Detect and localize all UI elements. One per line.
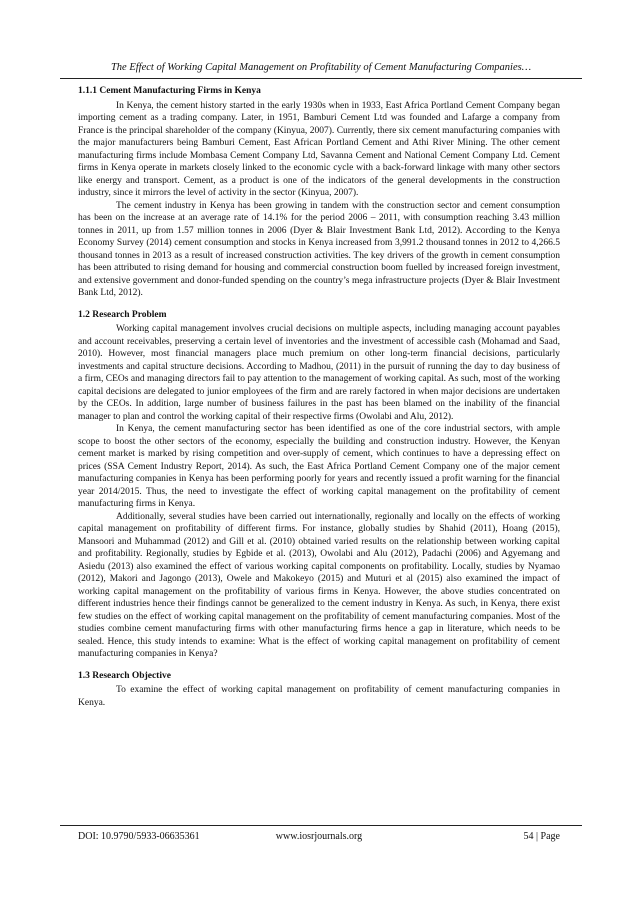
section-heading: 1.2 Research Problem (78, 309, 167, 320)
paragraph: The cement industry in Kenya has been growing in tandem with the construction sector and cement consumption has been on the increase at an average rate of 14.1% for the period 2006 – 2011, with consumption reaching 3.43 million tonnes in 2011, up from 1.57 million tonnes in 2006 (Dyer & Blair Investment Bank Ltd, 2012). According to the Kenya Economy Survey (2014) cement consumption and stocks in Kenya increased from 3,991.2 thousand tonnes in 2012 to 4,266.5 thousand tonnes in 2013 as a result of increased construction activities. The key drivers of the growth in cement consumption has been attributed to rising demand for housing and commercial construction boom fuelled by increased foreign investment, and extensive government and donor-funded spending on the country’s mega infrastructure projects (Dyer & Blair Investment Bank Ltd, 2012). (78, 200, 560, 298)
running-header-title: The Effect of Working Capital Management on Profitability of Cement Manufacturing Companies… (110, 62, 532, 73)
paragraph: In Kenya, the cement manufacturing sector has been identified as one of the core industrial sectors, with ample scope to boost the other sectors of the economy, especially the building and construction industry. However, the Kenyan cement market is marked by rising competition and over-supply of cement, which continues to have a depressing effect on prices (SSA Cement Industry Report, 2014). As such, the East Africa Portland Cement Company one of the major cement manufacturing companies in Kenya has been performing poorly for years and recently issued a profit warning for the financial year 2014/2015. Thus, the need to investigate the effect of working capital management on the profitability of cement manufacturing firms in Kenya. (78, 424, 560, 509)
paragraph: Working capital management involves crucial decisions on multiple aspects, including managing account payables and account receivables, preserving a certain level of inventories and the investment of accessible cash (Mohamad and Saad, 2010). However, most financial managers place much premium on other long-term financial decisions, particularly investments and capital structure decisions. According to Madhou, (2011) in the pursuit of running the day to day business of a firm, CEOs and managing directors fail to pay attention to the management of working capital. As such, most of the working capital decisions are delegated to junior employees of the firm and are rarely factored in when major decisions are undertaken by the CEOs. In addition, large number of business failures in the past has been blamed on the inability of the financial manager to plan and control the working capital of their respective firms (Owolabi and Alu, 2012). (78, 324, 560, 422)
paragraph: To examine the effect of working capital management on profitability of cement manufacturing companies in Kenya. (78, 685, 560, 708)
section-heading: 1.3 Research Objective (78, 670, 171, 681)
footer-site-link[interactable]: www.iosrjournals.org (275, 831, 363, 842)
section-heading: 1.1.1 Cement Manufacturing Firms in Kenya (78, 86, 261, 96)
paragraph: In Kenya, the cement history started in the early 1930s when in 1933, East Africa Portland Cement Company began importing cement as a trading company. Later, in 1951, Bamburi Cement Ltd was founded and Lafarge a company from France is the principal shareholder of the company (Kinyua, 2007). Currently, there six cement manufacturing companies with the major manufacturers being Bamburi Cement, East African Portland Cement and Athi River Mining. The other cement manufacturing firms include Mombasa Cement Company Ltd, Savanna Cement and National Cement Company Ltd. Cement firms in Kenya operate in markets closely linked to the economic cycle with a back-forward linkage with many other sectors like energy and transport. Cement, as a product is one of the indicators of the general developments in the construction industry, since it mirrors the level of activity in the sector (Kinyua, 2007). (78, 100, 560, 198)
paragraph: Additionally, several studies have been carried out internationally, regionally and locally on the effects of working capital management on profitability of different firms. For instance, globally studies by Shahid (2011), Hoang (2015), Mansoori and Muhammad (2012) and Gill et al. (2010) obtained varied results on the relationship between working capital and profitability. Regionally, studies by Egbide et al. (2013), Owolabi and Alu (2012), Padachi (2006) and Agyemang and Asiedu (2013) also examined the effect of various working capital components on profitability. Locally, studies by Nyamao (2012), Makori and Jagongo (2013), Owele and Makokeyo (2015) and Muturi et al (2015) also examined the impact of working capital management on the profitability of various firms in Kenya. However, the above studies concentrated on different industries hence their findings cannot be generalized to the cement industry in Kenya. As such, in Kenya, there exist few studies on the effect of working capital management on the profitability of cement manufacturing companies. Most of the studies combine cement manufacturing firms with other manufacturing firms hence a gap in literature, which needs to be sealed. Hence, this study intends to examine: What is the effect of working capital management on profitability of cement manufacturing companies in Kenya? (78, 511, 560, 659)
body-content (78, 85, 560, 718)
section-research-objective (78, 670, 560, 710)
footer-divider (60, 825, 582, 826)
section-research-problem (78, 309, 560, 661)
footer-page-number: 54 | Page (523, 831, 560, 842)
header-divider (60, 78, 582, 79)
section-cement-firms (78, 85, 560, 300)
footer-doi: DOI: 10.9790/5933-06635361 (78, 831, 200, 842)
